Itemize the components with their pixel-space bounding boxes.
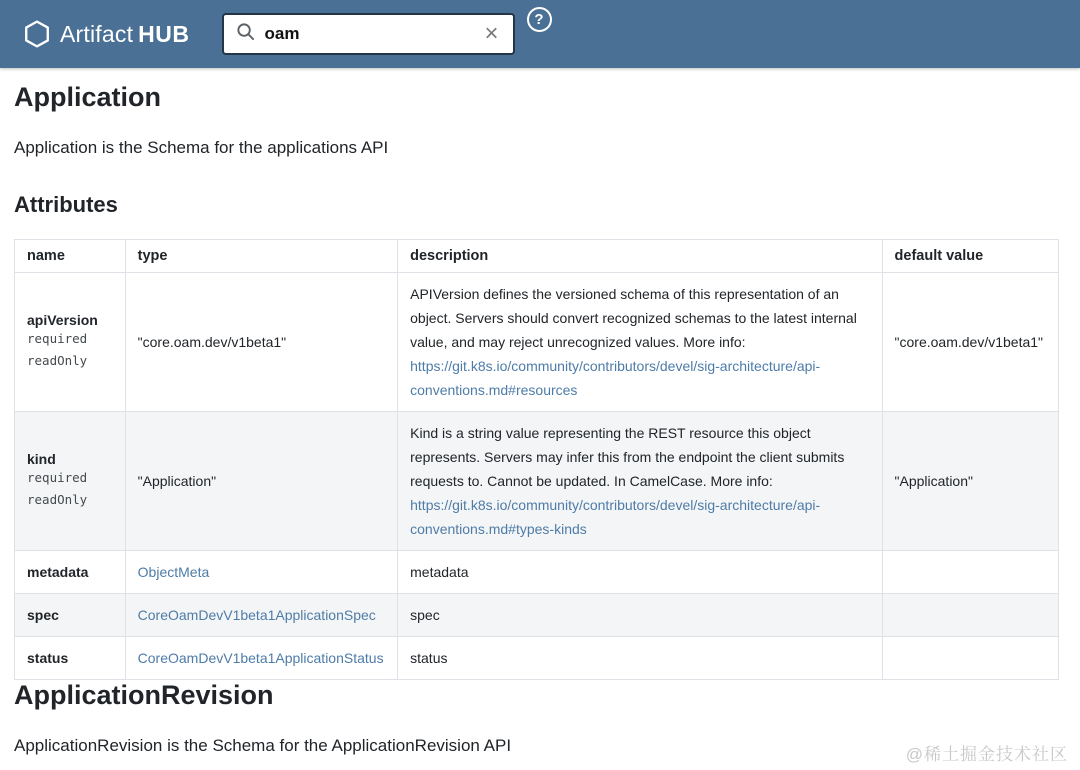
table-row-apiversion <box>15 273 1059 412</box>
column-header-type: type <box>125 240 397 273</box>
application-title: Application <box>14 82 161 112</box>
attr-description: APIVersion defines the versioned schema of this representation of an object. Servers should convert recognized schemas to the latest internal value, and may reject unrecognized values. More info: <box>410 286 857 350</box>
application-revision-subtitle: ApplicationRevision is the Schema for the ApplicationRevision API <box>14 736 512 755</box>
attr-type-link[interactable]: CoreOamDevV1beta1ApplicationSpec <box>137 607 376 623</box>
top-navbar <box>0 0 1080 68</box>
table-row-spec <box>15 594 1059 637</box>
attr-name: status <box>27 650 69 666</box>
hexagon-logo-icon <box>24 20 60 48</box>
attr-description: metadata <box>410 564 469 580</box>
attr-description-link[interactable]: https://git.k8s.io/community/contributors/devel/sig-architecture/api-conventions.md#resources <box>410 358 821 398</box>
attr-name: apiVersion <box>27 312 98 329</box>
artifact-hub-logo[interactable] <box>24 20 190 48</box>
attributes-table <box>14 239 1059 680</box>
attr-name: metadata <box>27 564 89 580</box>
attr-type: "Application" <box>137 473 217 489</box>
table-row-status <box>15 637 1059 680</box>
main-content <box>0 68 1080 756</box>
attributes-heading: Attributes <box>14 192 118 217</box>
readonly-badge: readOnly <box>27 492 88 507</box>
column-header-name: name <box>15 240 126 273</box>
attr-description: status <box>410 650 448 666</box>
attr-type-link[interactable]: CoreOamDevV1beta1ApplicationStatus <box>137 650 384 666</box>
column-header-description: description <box>398 240 882 273</box>
application-subtitle: Application is the Schema for the applications API <box>14 138 389 157</box>
required-badge: required <box>27 470 88 486</box>
table-header-row <box>15 240 1059 273</box>
column-header-default: default value <box>882 240 1058 273</box>
clear-search-icon[interactable]: × <box>484 20 499 47</box>
attr-description-link[interactable]: https://git.k8s.io/community/contributors/devel/sig-architecture/api-conventions.md#types-kinds <box>410 497 821 537</box>
attr-name: kind <box>27 451 56 468</box>
readonly-badge: readOnly <box>27 353 88 368</box>
application-revision-title: ApplicationRevision <box>14 680 274 710</box>
search-box[interactable] <box>222 13 515 55</box>
attr-name: spec <box>27 607 59 623</box>
required-badge: required <box>27 331 88 347</box>
search-icon <box>236 22 255 46</box>
attr-description: Kind is a string value representing the REST resource this object represents. Servers may infer this from the endpoint the client submits requests to. Cannot be updated. In CamelCase. More info: <box>410 425 845 489</box>
help-icon[interactable]: ? <box>527 7 552 32</box>
brand-name-bold: HUB <box>138 20 190 47</box>
watermark-text: @稀土掘金技术社区 <box>905 745 1068 764</box>
attr-type-link[interactable]: ObjectMeta <box>137 564 210 580</box>
table-row-metadata <box>15 551 1059 594</box>
attr-description: spec <box>410 607 440 623</box>
brand-name-regular: Artifact <box>60 20 134 47</box>
attr-type: "core.oam.dev/v1beta1" <box>137 334 287 350</box>
attr-default-value: "core.oam.dev/v1beta1" <box>894 334 1044 350</box>
table-row-kind <box>15 412 1059 551</box>
attr-default-value: "Application" <box>894 473 973 489</box>
search-input[interactable] <box>265 24 483 44</box>
